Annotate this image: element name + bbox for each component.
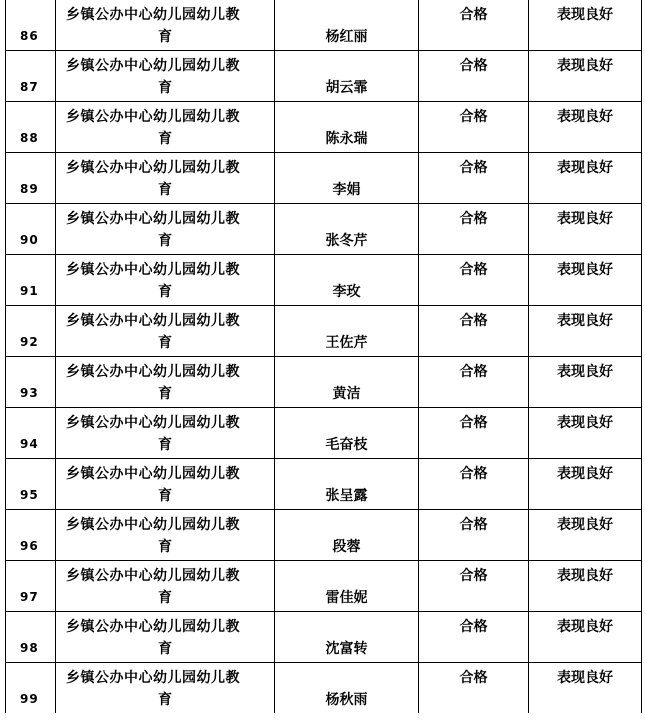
roster-body — [6, 0, 642, 713]
name-cell — [275, 306, 419, 357]
unit-cell — [56, 153, 275, 204]
name-cell — [275, 102, 419, 153]
remark-cell — [529, 561, 642, 612]
result-cell — [419, 153, 529, 204]
result-text: 合格 — [459, 160, 488, 176]
name-cell — [275, 408, 419, 459]
row-number: 90 — [20, 233, 39, 247]
row-number: 98 — [20, 641, 39, 655]
person-name: 段蓉 — [332, 539, 361, 555]
person-name: 王佐芹 — [325, 335, 368, 351]
unit-text-line2: 育 — [158, 641, 172, 657]
table-row — [6, 153, 642, 204]
remark-text: 表现良好 — [557, 670, 613, 686]
name-cell — [275, 0, 419, 51]
table-row — [6, 663, 642, 714]
table-row — [6, 510, 642, 561]
row-number: 97 — [20, 590, 39, 604]
remark-cell — [529, 204, 642, 255]
row-number-cell — [6, 51, 56, 102]
row-number: 96 — [20, 539, 39, 553]
row-number-cell — [6, 102, 56, 153]
result-text: 合格 — [459, 364, 488, 380]
remark-cell — [529, 663, 642, 714]
row-number: 95 — [20, 488, 39, 502]
row-number-cell — [6, 0, 56, 51]
unit-cell — [56, 663, 275, 714]
unit-text-line1: 乡镇公办中心幼儿园幼儿教 — [66, 313, 240, 329]
remark-cell — [529, 408, 642, 459]
result-cell — [419, 0, 529, 51]
table-row — [6, 255, 642, 306]
unit-cell — [56, 459, 275, 510]
unit-text-line1: 乡镇公办中心幼儿园幼儿教 — [66, 7, 240, 23]
unit-text-line2: 育 — [158, 284, 172, 300]
unit-text-line2: 育 — [158, 233, 172, 249]
unit-text-line1: 乡镇公办中心幼儿园幼儿教 — [66, 364, 240, 380]
result-text: 合格 — [459, 211, 488, 227]
unit-cell — [56, 51, 275, 102]
unit-cell — [56, 510, 275, 561]
person-name: 黄洁 — [332, 386, 361, 402]
remark-text: 表现良好 — [557, 313, 613, 329]
table-row — [6, 459, 642, 510]
unit-text-line2: 育 — [158, 386, 172, 402]
remark-cell — [529, 459, 642, 510]
result-text: 合格 — [459, 262, 488, 278]
person-name: 杨红丽 — [325, 29, 368, 45]
unit-cell — [56, 357, 275, 408]
unit-text-line2: 育 — [158, 590, 172, 606]
name-cell — [275, 153, 419, 204]
result-cell — [419, 459, 529, 510]
result-text: 合格 — [459, 517, 488, 533]
table-row — [6, 51, 642, 102]
name-cell — [275, 663, 419, 714]
unit-cell — [56, 408, 275, 459]
table-row — [6, 408, 642, 459]
row-number-cell — [6, 663, 56, 714]
result-cell — [419, 102, 529, 153]
remark-text: 表现良好 — [557, 7, 613, 23]
unit-text-line2: 育 — [158, 692, 172, 708]
unit-text-line1: 乡镇公办中心幼儿园幼儿教 — [66, 262, 240, 278]
remark-cell — [529, 51, 642, 102]
row-number-cell — [6, 408, 56, 459]
unit-cell — [56, 204, 275, 255]
name-cell — [275, 510, 419, 561]
person-name: 沈富转 — [325, 641, 368, 657]
roster-table — [5, 0, 642, 713]
name-cell — [275, 51, 419, 102]
result-text: 合格 — [459, 619, 488, 635]
table-row — [6, 306, 642, 357]
remark-cell — [529, 357, 642, 408]
table-row — [6, 0, 642, 51]
result-cell — [419, 306, 529, 357]
remark-cell — [529, 153, 642, 204]
result-cell — [419, 204, 529, 255]
row-number: 93 — [20, 386, 39, 400]
remark-text: 表现良好 — [557, 109, 613, 125]
row-number-cell — [6, 255, 56, 306]
result-text: 合格 — [459, 7, 488, 23]
unit-text-line2: 育 — [158, 539, 172, 555]
remark-cell — [529, 612, 642, 663]
result-cell — [419, 561, 529, 612]
row-number-cell — [6, 357, 56, 408]
unit-cell — [56, 0, 275, 51]
row-number: 87 — [20, 80, 39, 94]
unit-text-line2: 育 — [158, 335, 172, 351]
row-number-cell — [6, 561, 56, 612]
table-row — [6, 561, 642, 612]
result-cell — [419, 255, 529, 306]
remark-text: 表现良好 — [557, 517, 613, 533]
row-number: 99 — [20, 692, 39, 706]
unit-cell — [56, 561, 275, 612]
unit-text-line1: 乡镇公办中心幼儿园幼儿教 — [66, 517, 240, 533]
person-name: 雷佳妮 — [325, 590, 368, 606]
table-row — [6, 357, 642, 408]
unit-text-line2: 育 — [158, 488, 172, 504]
row-number-cell — [6, 612, 56, 663]
unit-text-line1: 乡镇公办中心幼儿园幼儿教 — [66, 466, 240, 482]
unit-text-line1: 乡镇公办中心幼儿园幼儿教 — [66, 160, 240, 176]
remark-text: 表现良好 — [557, 466, 613, 482]
remark-text: 表现良好 — [557, 58, 613, 74]
unit-text-line1: 乡镇公办中心幼儿园幼儿教 — [66, 211, 240, 227]
unit-text-line2: 育 — [158, 131, 172, 147]
unit-text-line1: 乡镇公办中心幼儿园幼儿教 — [66, 109, 240, 125]
row-number-cell — [6, 153, 56, 204]
remark-text: 表现良好 — [557, 619, 613, 635]
unit-cell — [56, 255, 275, 306]
result-cell — [419, 510, 529, 561]
unit-text-line1: 乡镇公办中心幼儿园幼儿教 — [66, 58, 240, 74]
name-cell — [275, 459, 419, 510]
result-cell — [419, 612, 529, 663]
unit-text-line1: 乡镇公办中心幼儿园幼儿教 — [66, 670, 240, 686]
row-number-cell — [6, 204, 56, 255]
unit-text-line1: 乡镇公办中心幼儿园幼儿教 — [66, 619, 240, 635]
result-cell — [419, 408, 529, 459]
person-name: 毛奋枝 — [325, 437, 368, 453]
unit-text-line2: 育 — [158, 437, 172, 453]
unit-cell — [56, 306, 275, 357]
remark-cell — [529, 306, 642, 357]
table-row — [6, 204, 642, 255]
row-number: 92 — [20, 335, 39, 349]
unit-text-line2: 育 — [158, 80, 172, 96]
unit-text-line1: 乡镇公办中心幼儿园幼儿教 — [66, 568, 240, 584]
name-cell — [275, 612, 419, 663]
remark-text: 表现良好 — [557, 415, 613, 431]
remark-cell — [529, 255, 642, 306]
result-text: 合格 — [459, 313, 488, 329]
person-name: 胡云霏 — [325, 80, 368, 96]
row-number: 94 — [20, 437, 39, 451]
person-name: 陈永瑞 — [325, 131, 368, 147]
remark-text: 表现良好 — [557, 568, 613, 584]
person-name: 张呈露 — [325, 488, 368, 504]
unit-text-line1: 乡镇公办中心幼儿园幼儿教 — [66, 415, 240, 431]
row-number-cell — [6, 510, 56, 561]
result-text: 合格 — [459, 109, 488, 125]
table-row — [6, 102, 642, 153]
unit-text-line2: 育 — [158, 182, 172, 198]
row-number: 89 — [20, 182, 39, 196]
result-cell — [419, 51, 529, 102]
remark-text: 表现良好 — [557, 262, 613, 278]
result-text: 合格 — [459, 415, 488, 431]
remark-cell — [529, 510, 642, 561]
row-number: 86 — [20, 29, 39, 43]
result-text: 合格 — [459, 58, 488, 74]
remark-cell — [529, 102, 642, 153]
name-cell — [275, 204, 419, 255]
person-name: 张冬芹 — [325, 233, 368, 249]
row-number-cell — [6, 459, 56, 510]
remark-cell — [529, 0, 642, 51]
row-number-cell — [6, 306, 56, 357]
result-text: 合格 — [459, 466, 488, 482]
table-row — [6, 612, 642, 663]
person-name: 李娟 — [332, 182, 361, 198]
remark-text: 表现良好 — [557, 160, 613, 176]
remark-text: 表现良好 — [557, 211, 613, 227]
result-cell — [419, 663, 529, 714]
result-text: 合格 — [459, 568, 488, 584]
name-cell — [275, 561, 419, 612]
unit-cell — [56, 102, 275, 153]
person-name: 杨秋雨 — [325, 692, 368, 708]
name-cell — [275, 357, 419, 408]
result-cell — [419, 357, 529, 408]
row-number: 91 — [20, 284, 39, 298]
name-cell — [275, 255, 419, 306]
remark-text: 表现良好 — [557, 364, 613, 380]
row-number: 88 — [20, 131, 39, 145]
unit-text-line2: 育 — [158, 29, 172, 45]
unit-cell — [56, 612, 275, 663]
result-text: 合格 — [459, 670, 488, 686]
person-name: 李玫 — [332, 284, 361, 300]
